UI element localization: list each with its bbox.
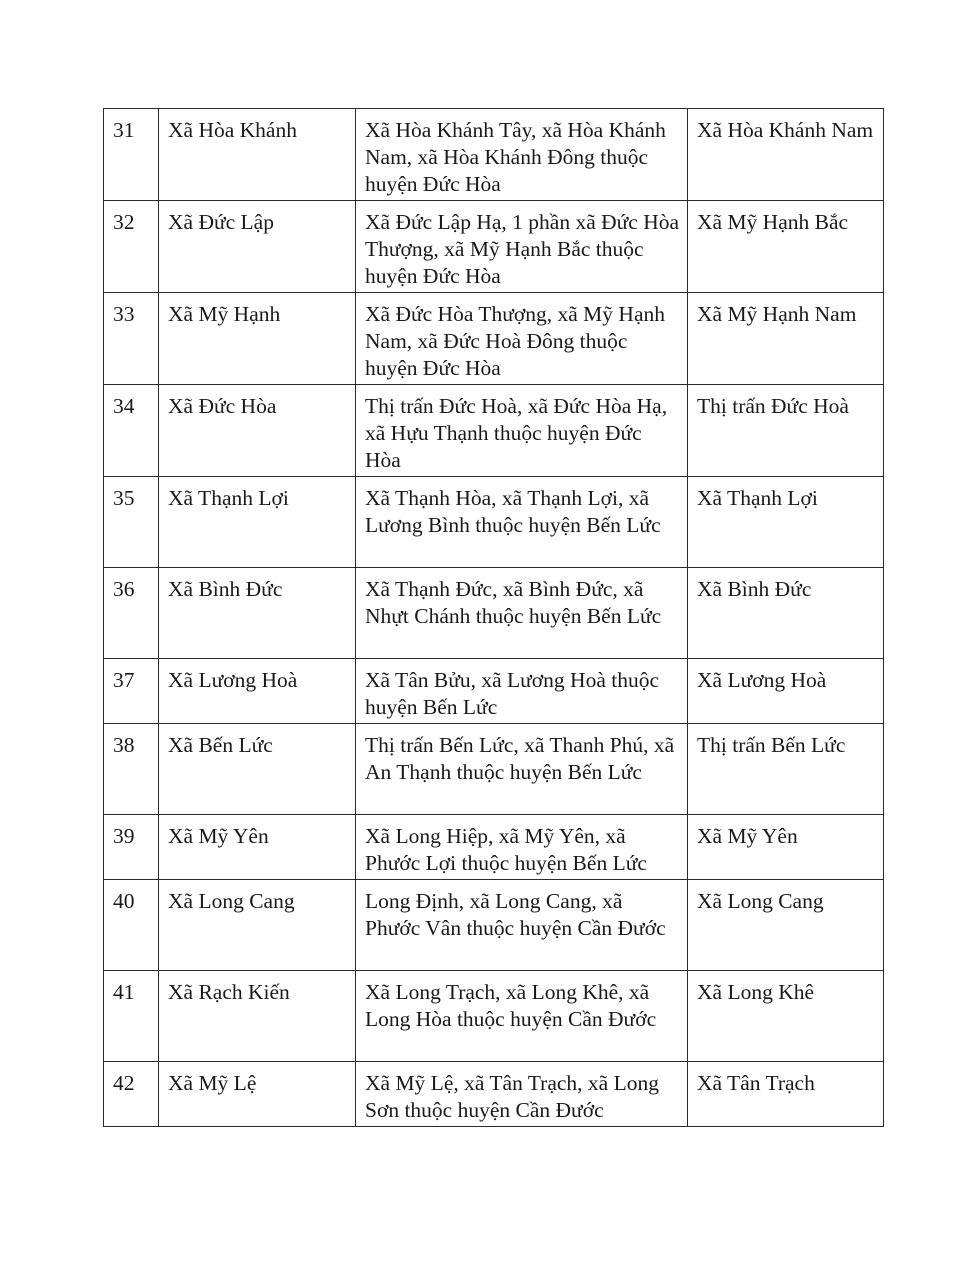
table-row	[104, 385, 884, 477]
merged-units: Xã Thạnh Hòa, xã Thạnh Lợi, xã Lương Bình thuộc huyện Bến Lức	[356, 477, 688, 568]
new-commune-name: Xã Bình Đức	[159, 568, 356, 659]
admin-center: Xã Long Khê	[688, 971, 884, 1062]
merged-units: Thị trấn Bến Lức, xã Thanh Phú, xã An Thạnh thuộc huyện Bến Lức	[356, 724, 688, 815]
new-commune-name: Xã Mỹ Yên	[159, 815, 356, 880]
merged-units: Xã Tân Bửu, xã Lương Hoà thuộc huyện Bến Lức	[356, 659, 688, 724]
new-commune-name: Xã Hòa Khánh	[159, 109, 356, 201]
new-commune-name: Xã Thạnh Lợi	[159, 477, 356, 568]
row-number: 42	[104, 1062, 159, 1127]
row-number: 35	[104, 477, 159, 568]
admin-center: Xã Tân Trạch	[688, 1062, 884, 1127]
table-row	[104, 971, 884, 1062]
row-number: 32	[104, 201, 159, 293]
admin-center: Xã Thạnh Lợi	[688, 477, 884, 568]
new-commune-name: Xã Rạch Kiến	[159, 971, 356, 1062]
row-number: 39	[104, 815, 159, 880]
table-row	[104, 659, 884, 724]
admin-center: Xã Mỹ Hạnh Nam	[688, 293, 884, 385]
row-number: 38	[104, 724, 159, 815]
admin-center: Thị trấn Bến Lức	[688, 724, 884, 815]
merged-units: Xã Hòa Khánh Tây, xã Hòa Khánh Nam, xã Hòa Khánh Đông thuộc huyện Đức Hòa	[356, 109, 688, 201]
new-commune-name: Xã Mỹ Lệ	[159, 1062, 356, 1127]
row-number: 37	[104, 659, 159, 724]
merged-units: Xã Thạnh Đức, xã Bình Đức, xã Nhựt Chánh thuộc huyện Bến Lức	[356, 568, 688, 659]
merged-units: Xã Mỹ Lệ, xã Tân Trạch, xã Long Sơn thuộc huyện Cần Đước	[356, 1062, 688, 1127]
commune-merger-table	[103, 108, 884, 1127]
merged-units: Xã Long Trạch, xã Long Khê, xã Long Hòa thuộc huyện Cần Đước	[356, 971, 688, 1062]
table-row	[104, 1062, 884, 1127]
admin-center: Xã Mỹ Yên	[688, 815, 884, 880]
table-row	[104, 724, 884, 815]
admin-center: Xã Mỹ Hạnh Bắc	[688, 201, 884, 293]
merged-units: Long Định, xã Long Cang, xã Phước Vân thuộc huyện Cần Đước	[356, 880, 688, 971]
new-commune-name: Xã Mỹ Hạnh	[159, 293, 356, 385]
admin-center: Xã Lương Hoà	[688, 659, 884, 724]
merged-units: Xã Long Hiệp, xã Mỹ Yên, xã Phước Lợi thuộc huyện Bến Lức	[356, 815, 688, 880]
table-row	[104, 109, 884, 201]
new-commune-name: Xã Long Cang	[159, 880, 356, 971]
row-number: 31	[104, 109, 159, 201]
new-commune-name: Xã Bến Lức	[159, 724, 356, 815]
admin-center: Xã Hòa Khánh Nam	[688, 109, 884, 201]
merged-units: Xã Đức Hòa Thượng, xã Mỹ Hạnh Nam, xã Đức Hoà Đông thuộc huyện Đức Hòa	[356, 293, 688, 385]
admin-center: Xã Bình Đức	[688, 568, 884, 659]
table-row	[104, 815, 884, 880]
merged-units: Xã Đức Lập Hạ, 1 phần xã Đức Hòa Thượng, xã Mỹ Hạnh Bắc thuộc huyện Đức Hòa	[356, 201, 688, 293]
row-number: 33	[104, 293, 159, 385]
merged-units: Thị trấn Đức Hoà, xã Đức Hòa Hạ, xã Hựu Thạnh thuộc huyện Đức Hòa	[356, 385, 688, 477]
row-number: 34	[104, 385, 159, 477]
new-commune-name: Xã Đức Lập	[159, 201, 356, 293]
row-number: 41	[104, 971, 159, 1062]
row-number: 36	[104, 568, 159, 659]
admin-center: Xã Long Cang	[688, 880, 884, 971]
table-row	[104, 201, 884, 293]
table-row	[104, 568, 884, 659]
table-row	[104, 293, 884, 385]
new-commune-name: Xã Lương Hoà	[159, 659, 356, 724]
new-commune-name: Xã Đức Hòa	[159, 385, 356, 477]
table-row	[104, 880, 884, 971]
table-row	[104, 477, 884, 568]
row-number: 40	[104, 880, 159, 971]
admin-center: Thị trấn Đức Hoà	[688, 385, 884, 477]
